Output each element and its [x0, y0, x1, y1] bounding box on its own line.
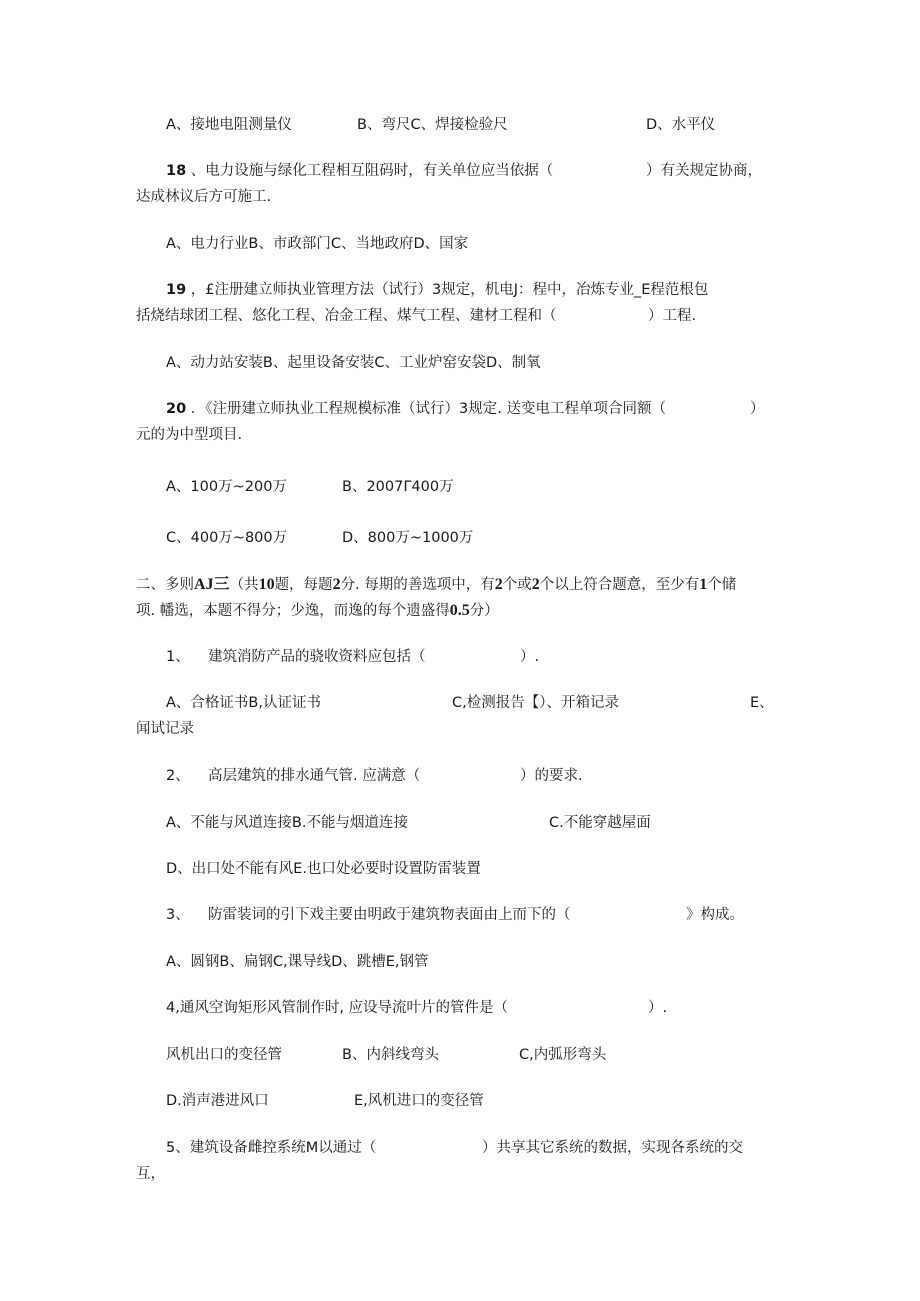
- m3-text: 防雷装词的引下戏主要由明政于建筑物表面由上而下的（: [208, 907, 571, 923]
- m1-options-ab: A、合格证书B,认证证书: [166, 695, 321, 711]
- q18-line1-tail: ）有关规定协商，: [646, 163, 762, 179]
- q19-text: ，£注册建立师执业管理方法（试行）3规定，机电J：程中，冶炼专业_E程范根包: [190, 282, 709, 298]
- m2-options-ab: A、不能与风道连接B.不能与烟道连接: [166, 815, 408, 831]
- q20-option-b: B、2007Γ400万: [342, 479, 454, 495]
- q20-option-a: A、100万~200万: [166, 479, 287, 495]
- q18-text: 、电力设施与绿化工程相互阻码时，有关单位应当依据（: [190, 163, 554, 179]
- m4-text: 4,通风空询矩形风管制作时, 应设导流叶片的管件是（: [166, 1000, 509, 1016]
- q19-line1: [166, 279, 708, 301]
- q20-option-d: D、800万~1000万: [342, 530, 474, 546]
- m3-tail: 》构成。: [686, 907, 744, 923]
- section2-text-e: 题，每题: [274, 577, 333, 593]
- m5-line2: 互，: [136, 1166, 165, 1182]
- m3-options: A、圆钢B、扁钢C,课导线D、跳槽E,钢管: [166, 954, 429, 970]
- m2-option-c: C.不能穿越屋面: [549, 815, 651, 831]
- m4-tail: ）.: [648, 1000, 668, 1016]
- section2-line2-score: 0.5: [449, 602, 470, 619]
- q17-option-bc: B、弯尺C、焊接检验尺: [357, 117, 508, 133]
- q17-option-d: D、水平仪: [646, 117, 716, 133]
- m4-option-e: E,风机进口的变径管: [354, 1093, 484, 1109]
- section2-text-m: 个储: [707, 577, 737, 593]
- m1-tail: ）.: [520, 649, 540, 665]
- m1-option-e-text: 闻试记录: [136, 721, 194, 737]
- m2-options-de: D、出口处不能有风E.也口处必要时设置防雷装置: [166, 861, 481, 877]
- section2-text-i: 个或: [502, 577, 532, 593]
- section2-heading-line2: [136, 600, 499, 622]
- m3-number: 3、: [166, 907, 190, 923]
- m1-options-cd: C,检测报告【）、开箱记录: [452, 695, 619, 711]
- section2-title-b: AJ三: [194, 576, 230, 593]
- section2-text-g: 分. 每期的善选项中，有: [340, 577, 495, 593]
- m4-option-c: C,内弧形弯头: [519, 1047, 607, 1063]
- q20-line1: [166, 398, 666, 420]
- q19-options: A、动力站安装B、起里设备安装C、工业炉窑安袋D、制氧: [166, 355, 541, 371]
- m4-option-a: 风机出口的变径管: [166, 1047, 282, 1063]
- section2-count: 10: [258, 576, 275, 593]
- q19-line2b: ）工程.: [648, 308, 697, 324]
- m2-number: 2、: [166, 768, 190, 784]
- section2-num-h: 2: [494, 576, 503, 593]
- section2-num-l: 1: [699, 576, 708, 593]
- q18-options: A、电力行业B、市政部门C、当地政府D、国家: [166, 236, 469, 252]
- q20-line2: 元的为中型项目.: [136, 427, 243, 443]
- m5-tail: ）共享其它系统的数据，实现各系统的交: [482, 1140, 743, 1156]
- q20-option-c: C、400万~800万: [166, 530, 288, 546]
- q18-number: 18: [166, 163, 187, 179]
- section2-line2-tail: 分）: [469, 603, 499, 619]
- section2-heading-line1: [136, 574, 736, 596]
- section2-text-c: （共: [229, 577, 259, 593]
- m2-tail: ）的要求.: [520, 768, 583, 784]
- m1-option-e: E、: [750, 695, 774, 711]
- q17-option-a: A、接地电阻测量仪: [166, 117, 292, 133]
- q18-line2: 达成林议后方可施工.: [136, 189, 272, 205]
- section2-title: 二、多则: [136, 577, 194, 593]
- m4-option-b: B、内斜线弯头: [342, 1047, 439, 1063]
- m4-option-d: D.消声港进风口: [166, 1093, 269, 1109]
- q20-text: ．《注册建立师执业工程规模标准（试行）3规定. 送变电工程单项合同额（: [190, 401, 666, 417]
- m1-text: 建筑消防产品的骁收资料应包括（: [208, 649, 426, 665]
- q20-number: 20: [166, 401, 187, 417]
- m1-number: 1、: [166, 649, 190, 665]
- section2-line2-text: 项. 幡选，本题不得分；少逸，而逸的每个遗盛得: [136, 603, 450, 619]
- section2-num-j: 2: [531, 576, 540, 593]
- q18-line1: [166, 160, 553, 182]
- q20-line1-tail: ）: [750, 401, 765, 417]
- q19-number: 19: [166, 282, 187, 298]
- section2-points: 2: [332, 576, 341, 593]
- m2-text: 高层建筑的排水通气管. 应满意（: [208, 768, 421, 784]
- q19-line2a: 括烧结球团工程、悠化工程、冶金工程、煤气工程、建材工程和（: [136, 308, 557, 324]
- m5-text: 5、建筑设备雌控系统M以通过（: [166, 1140, 377, 1156]
- section2-text-k: 个以上符合题意，至少有: [539, 577, 700, 593]
